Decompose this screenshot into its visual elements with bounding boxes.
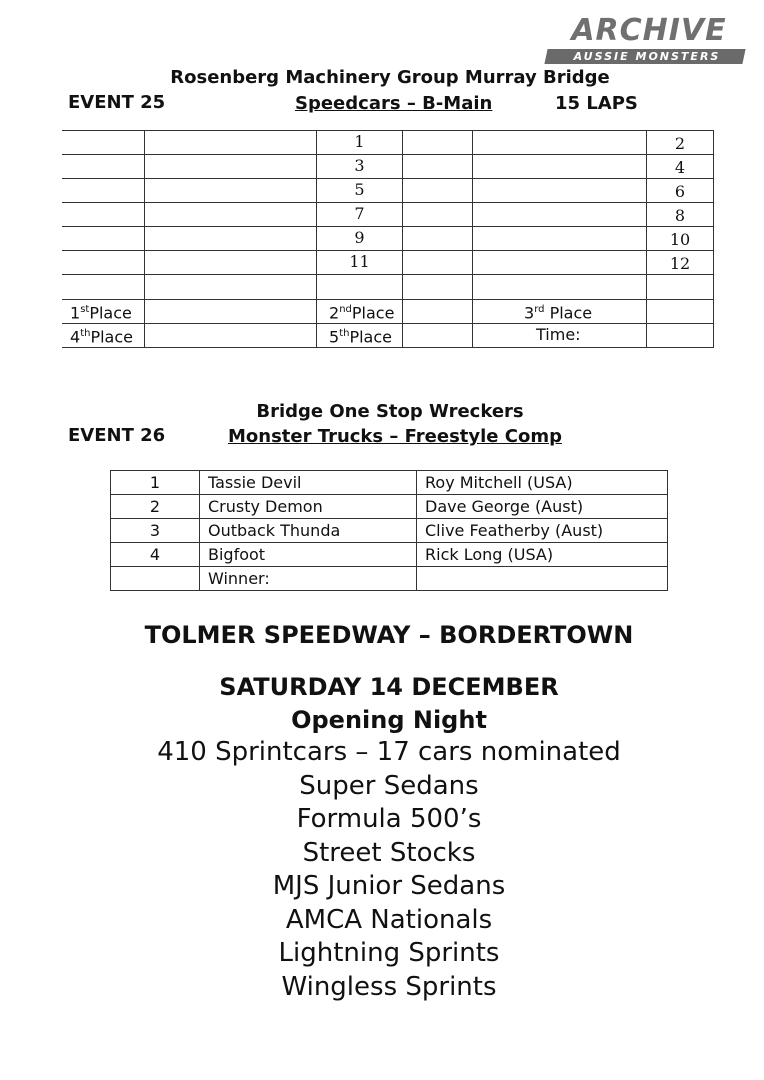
grid-position: 3 bbox=[354, 156, 365, 175]
truck-name: Outback Thunda bbox=[200, 519, 417, 543]
table-row bbox=[111, 519, 668, 543]
class-item: 410 Sprintcars – 17 cars nominated bbox=[157, 737, 621, 767]
truck-name: Bigfoot bbox=[200, 543, 417, 567]
driver-name: Dave George (Aust) bbox=[417, 495, 668, 519]
truck-number: 1 bbox=[111, 471, 200, 495]
winner-label: Winner: bbox=[200, 567, 417, 591]
truck-name: Tassie Devil bbox=[200, 471, 417, 495]
winner-value bbox=[417, 567, 668, 591]
truck-number: 3 bbox=[111, 519, 200, 543]
venue-title: TOLMER SPEEDWAY – BORDERTOWN bbox=[144, 621, 634, 649]
event25-label: EVENT 25 bbox=[68, 92, 166, 113]
grid-position: 2 bbox=[674, 134, 686, 153]
class-item: MJS Junior Sedans bbox=[272, 871, 506, 901]
driver-name: Roy Mitchell (USA) bbox=[417, 471, 668, 495]
class-item: Wingless Sprints bbox=[281, 971, 497, 1002]
class-item: Formula 500’s bbox=[296, 804, 482, 834]
logo-main-text: ARCHIVE bbox=[571, 13, 727, 48]
truck-name: Crusty Demon bbox=[200, 495, 417, 519]
grid-position: 7 bbox=[354, 204, 365, 223]
grid-position: 12 bbox=[669, 254, 691, 273]
event26-race: Monster Trucks – Freestyle Comp bbox=[228, 426, 562, 447]
table-row bbox=[111, 471, 668, 495]
event26-lineup-table bbox=[110, 470, 668, 591]
grid-position: 4 bbox=[674, 158, 686, 177]
driver-name: Rick Long (USA) bbox=[417, 543, 668, 567]
grid-position: 1 bbox=[354, 132, 365, 151]
empty-cell bbox=[111, 567, 200, 591]
event26-label: EVENT 26 bbox=[68, 425, 166, 446]
archive-logo bbox=[546, 14, 746, 68]
time-label: Time: bbox=[536, 325, 581, 344]
date-title: SATURDAY 14 DECEMBER bbox=[219, 673, 559, 701]
grid-position: 5 bbox=[354, 180, 365, 199]
table-row bbox=[111, 567, 668, 591]
event25-grid-table bbox=[62, 130, 714, 348]
opening-night-subtitle: Opening Night bbox=[291, 706, 487, 734]
class-item: AMCA Nationals bbox=[285, 904, 493, 935]
event25-sponsor: Rosenberg Machinery Group Murray Bridge bbox=[170, 67, 610, 88]
second-place-label: 2ndPlace bbox=[329, 303, 395, 323]
class-item: Lightning Sprints bbox=[278, 938, 500, 968]
event25-laps: 15 LAPS bbox=[555, 93, 638, 114]
grid-position: 10 bbox=[669, 230, 691, 249]
class-list bbox=[0, 736, 764, 1004]
fifth-place-label: 5thPlace bbox=[329, 327, 392, 347]
grid-position: 6 bbox=[674, 182, 686, 201]
fourth-place-label: 4thPlace bbox=[70, 327, 133, 347]
driver-name: Clive Featherby (Aust) bbox=[417, 519, 668, 543]
truck-number: 4 bbox=[111, 543, 200, 567]
grid-position: 11 bbox=[349, 252, 370, 271]
grid-position: 8 bbox=[674, 206, 686, 225]
table-row bbox=[111, 543, 668, 567]
event25-race: Speedcars – B-Main bbox=[295, 93, 493, 114]
truck-number: 2 bbox=[111, 495, 200, 519]
logo-sub-text: AUSSIE MONSTERS bbox=[573, 50, 721, 63]
grid-position: 9 bbox=[354, 228, 365, 247]
table-row bbox=[111, 495, 668, 519]
class-item: Street Stocks bbox=[302, 837, 476, 868]
third-place-label: 3rd Place bbox=[524, 303, 593, 323]
event26-sponsor: Bridge One Stop Wreckers bbox=[256, 401, 524, 422]
class-item: Super Sedans bbox=[299, 770, 479, 801]
first-place-label: 1stPlace bbox=[70, 303, 132, 323]
